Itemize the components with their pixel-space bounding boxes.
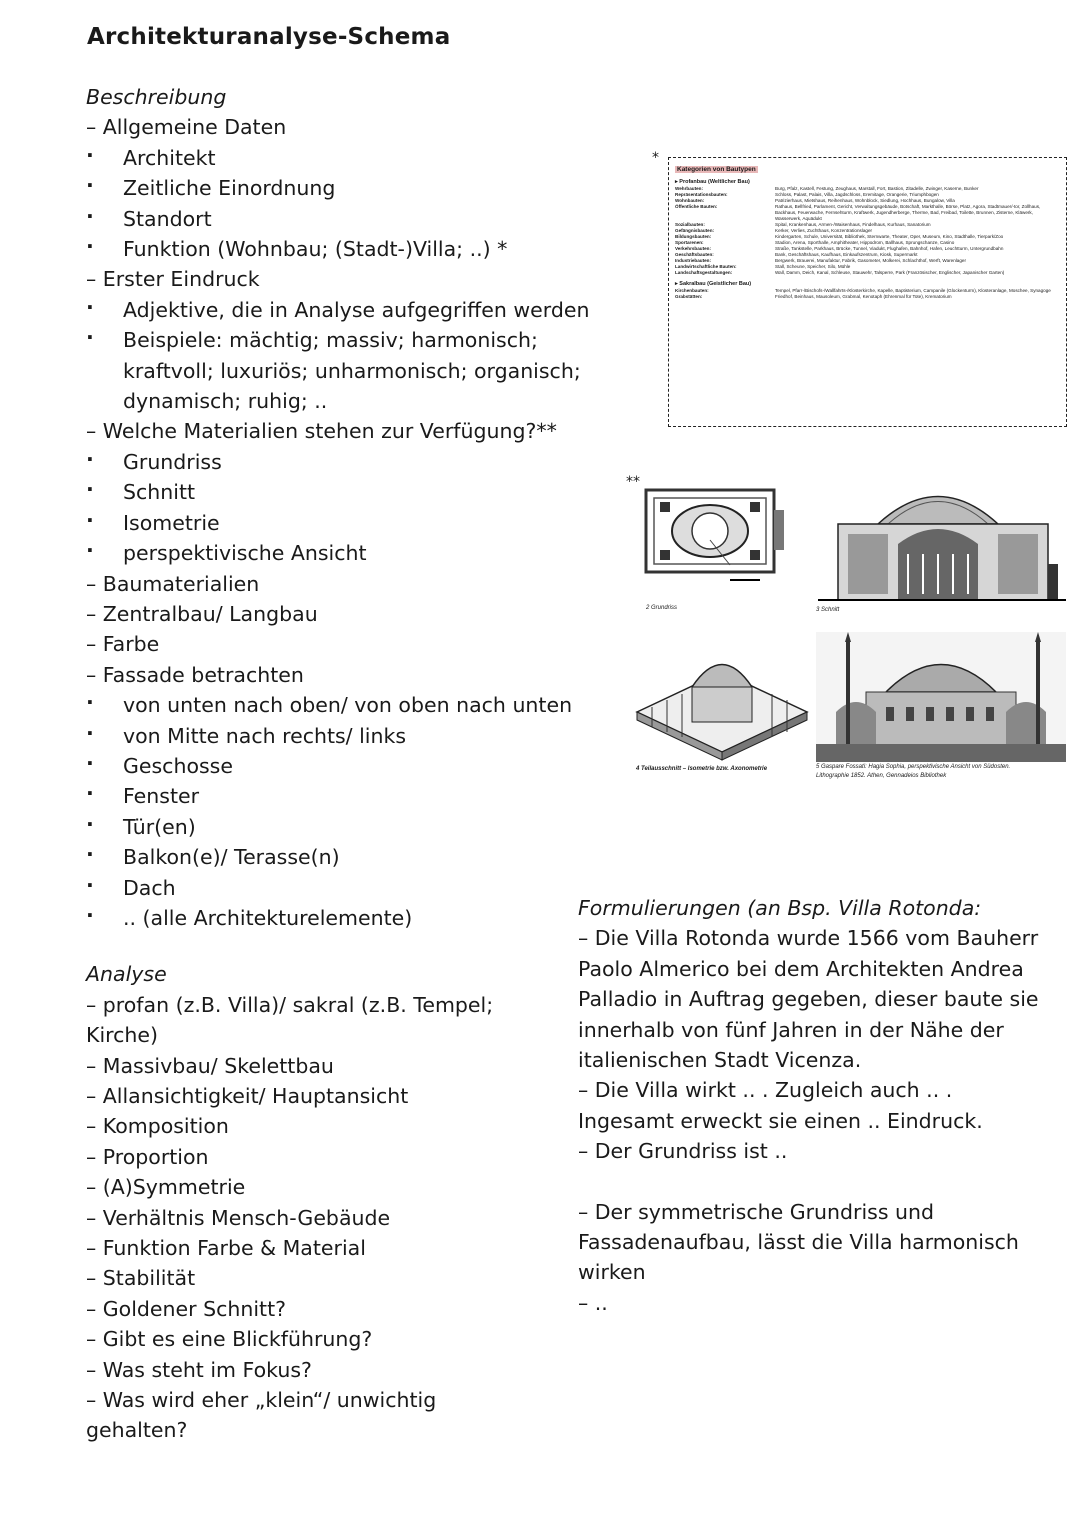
list-item: – Massivbau/ Skelettbau: [86, 1053, 334, 1078]
list-item: · .. (alle Architekturelemente): [86, 903, 646, 933]
caption-ansicht-line-2: Lithographie 1852. Athen, Gennadeios Bibliothek: [816, 773, 947, 779]
category-key: Bildungsbauten:: [675, 234, 712, 239]
category-key: Repräsentationsbauten:: [675, 192, 728, 197]
isometric-drawing: [632, 632, 812, 762]
category-key: Wohnbauten:: [675, 198, 705, 203]
list-item: · Architekt: [86, 143, 646, 173]
list-item: · Zeitliche Einordnung: [86, 173, 646, 203]
category-key: Industriebauten:: [675, 258, 711, 263]
list-item: · Tür(en): [86, 812, 646, 842]
caption-ansicht-line-1: 5 Gaspare Fossati: Hagia Sophia, perspektivische Ansicht von Südosten.: [816, 764, 1011, 770]
list-item: · Dach: [86, 873, 646, 903]
section-analyse-heading: Analyse: [86, 962, 167, 987]
paragraph: – Der symmetrische Grundriss und Fassadenaufbau, lässt die Villa harmonisch wirken: [578, 1199, 1019, 1285]
list-item: · von unten nach oben/ von oben nach unten: [86, 690, 646, 720]
floor-plan-drawing: [640, 480, 790, 600]
list-item: · Grundriss: [86, 447, 646, 477]
list-item: · Standort: [86, 204, 646, 234]
list-item: · Balkon(e)/ Terasse(n): [86, 842, 646, 872]
category-values: Schloss, Palast, Palais, Villa, Jagdschloss, Eremitage, Orangerie, Triumphbogen: [775, 192, 939, 197]
category-key: Landschaftsgestaltungen:: [675, 270, 733, 275]
category-key: Kirchenbauten:: [675, 288, 709, 293]
list-item: – Was wird eher „klein“/ unwichtig gehalten?: [86, 1388, 437, 1443]
footnote-marker-double: **: [626, 474, 640, 490]
list-item: – profan (z.B. Villa)/ sakral (z.B. Tempel; Kirche): [86, 992, 494, 1048]
paragraph: – Die Villa wirkt .. . Zugleich auch .. . Ingesamt erweckt sie einen .. Eindruck.: [578, 1078, 983, 1133]
fassade: – Fassade betrachten: [86, 662, 304, 687]
list-item: · Isometrie: [86, 508, 646, 538]
list-item: – Stabilität: [86, 1266, 196, 1291]
baumaterialien: – Baumaterialien: [86, 571, 260, 596]
section-formulierungen-heading: Formulierungen (an Bsp. Villa Rotonda:: [578, 896, 982, 920]
category-key: Geschäftsbauten:: [675, 252, 714, 257]
list-item: · Fenster: [86, 781, 646, 811]
footnote-marker-single: *: [652, 150, 659, 166]
category-key: Landwirtschaftliche Bauten:: [675, 264, 737, 269]
paragraph: – ..: [578, 1290, 608, 1315]
category-values: Straße, Tankstelle, Parkhaus, Brücke, Tunnel, Viadukt, Flughafen, Bahnhof, Hafen, Leuchtturm, Untergrundbahn: [775, 246, 1004, 251]
caption-grundriss: 2 Grundriss: [646, 605, 678, 611]
category-key: Grabstätten:: [675, 294, 703, 299]
page-title: Architekturanalyse-Schema: [87, 24, 451, 50]
paragraph: – Die Villa Rotonda wurde 1566 vom Bauherr Paolo Almerico bei dem Architekten Andrea Palladio in Auftrag gegeben, dieser baute sie innerhalb von fünf Jahren in der Nähe der italienischen Stadt Vicenza.: [578, 926, 1039, 1073]
category-values: Kerker, Verlies, Zuchthaus, Konzentrationslager: [775, 228, 873, 233]
list-item: · von Mitte nach rechts/ links: [86, 721, 646, 751]
list-item: – Goldener Schnitt?: [86, 1296, 286, 1321]
category-values: Wall, Damm, Deich, Kanal, Schleuse, Stauwehr, Talsperre, Park (Französischer, Englischer, Japanischer Garten): [775, 270, 1005, 275]
category-values: Burg, Pfalz, Kastell, Festung, Zeughaus, Marstall, Fort, Bastion, Zitadelle, Zwinger, Kaserne, Bunker: [775, 186, 979, 191]
list-item: · perspektivische Ansicht: [86, 538, 646, 568]
category-values: Spital, Krankenhaus, Armen-/Waisenhaus, Findelhaus, Kurhaus, Sanatorium: [775, 222, 931, 227]
category-key: Sozialbauten:: [675, 222, 705, 227]
list-item: – Gibt es eine Blickführung?: [86, 1327, 373, 1352]
profanbau-heading: ▸ Profanbau (Weltlicher Bau): [675, 179, 750, 185]
caption-schnitt: 3 Schnitt: [816, 607, 840, 613]
list-item: – Komposition: [86, 1114, 229, 1139]
list-item: · Adjektive, die in Analyse aufgegriffen werden: [86, 295, 646, 325]
list-item: – Allansichtigkeit/ Hauptansicht: [86, 1084, 409, 1108]
category-values: Bergwerk, Brauerei, Manufaktur, Fabrik, Gasometer, Molkerei, Schlachthof, Werft, Warenlager: [775, 258, 966, 263]
perspective-view-drawing: [816, 632, 1066, 762]
category-values: Kindergarten, Schule, Universität, Bibliothek, Sternwarte, Theater, Oper, Museum, Kino, Stadthalle, Tierpark/Zoo: [775, 234, 1004, 239]
category-values: Stadion, Arena, Sporthalle, Amphitheater, Hippodrom, Ballhaus, Sprungschanze, Casino: [775, 240, 955, 245]
category-row: [675, 204, 1066, 222]
category-values: Rathaus, Bellfried, Parlament, Gericht, Verwaltungsgebäude, Botschaft, Markthalle, Börse, Platz, Agora, Stadtmauer/-tor, Zollhaus, Backhaus, Feuerwache, Fernsehturm, Kraftwerk, Jugendherberge, Therme, Bad, Freibad, Toilette, Brunnen, Zisterne, Kläwerk, Wasserwerk, Aquädukt: [775, 204, 1041, 221]
categories-title: Kategorien von Bautypen: [677, 166, 756, 173]
categories-table: [668, 157, 1067, 427]
paragraph: – Der Grundriss ist ..: [578, 1139, 788, 1164]
list-item: – (A)Symmetrie: [86, 1175, 246, 1200]
list-item: · Geschosse: [86, 751, 646, 781]
list-item: · Schnitt: [86, 477, 646, 507]
list-item: · Beispiele: mächtig; massiv; harmonisch; kraftvoll; luxuriös; unharmonisch; organisch; dynamisch; ruhig; ..: [86, 325, 633, 416]
category-values: Bank, Geschäftshaus, Kaufhaus, Einkaufszentrum, Kiosk, Supermarkt: [775, 252, 918, 257]
section-beschreibung-heading: Beschreibung: [86, 85, 227, 109]
erster-eindruck: – Erster Eindruck: [86, 267, 260, 292]
list-item: – Verhältnis Mensch-Gebäude: [86, 1205, 391, 1230]
category-key: Öffentliche Bauten:: [675, 204, 718, 209]
farbe: – Farbe: [86, 632, 160, 657]
category-values: Tempel, Pfarr-/Bischofs-/Wallfahrts-/Klosterkirche, Kapelle, Baptisterium, Campanile (Glockenturm), Klosteranlage, Moschee, Synagoge: [775, 288, 1051, 293]
list-item: – Was steht im Fokus?: [86, 1357, 312, 1382]
sakralbau-heading: ▸ Sakralbau (Geistlicher Bau): [675, 281, 752, 287]
left-column: [86, 82, 646, 1446]
section-drawing: [818, 474, 1066, 604]
caption-isometrie: 4 Teilausschnitt – Isometrie bzw. Axonometrie: [636, 766, 768, 772]
zentralbau: – Zentralbau/ Langbau: [86, 601, 318, 626]
category-values: Stall, Scheune, Speicher, Silo, Mühle: [775, 264, 851, 269]
materialien: – Welche Materialien stehen zur Verfügung?**: [86, 419, 557, 444]
category-key: Wehrbauten:: [675, 186, 703, 191]
category-row: [675, 270, 1066, 276]
category-key: Verkehrsbauten:: [675, 246, 711, 251]
list-item: – Funktion Farbe & Material: [86, 1236, 366, 1261]
category-key: Gefängnisbauten:: [675, 228, 715, 233]
allgemeine-daten: – Allgemeine Daten: [86, 115, 287, 140]
category-values: Friedhof, Beinhaus, Mausoleum, Grabmal, Kenotaph (Ehrenmal für Tote), Krematorium: [775, 294, 952, 299]
category-values: Patrizierhaus, Mietshaus, Reihenhaus, Wohnblock, Siedlung, Hochhaus, Bungalow, Villa: [775, 198, 955, 203]
list-item: – Proportion: [86, 1144, 209, 1169]
category-key: Sportarenen:: [675, 240, 704, 245]
category-row: [675, 294, 1066, 300]
formulierungen-column: [578, 893, 1048, 1318]
list-item: · Funktion (Wohnbau; (Stadt-)Villa; ..) *: [86, 234, 646, 264]
